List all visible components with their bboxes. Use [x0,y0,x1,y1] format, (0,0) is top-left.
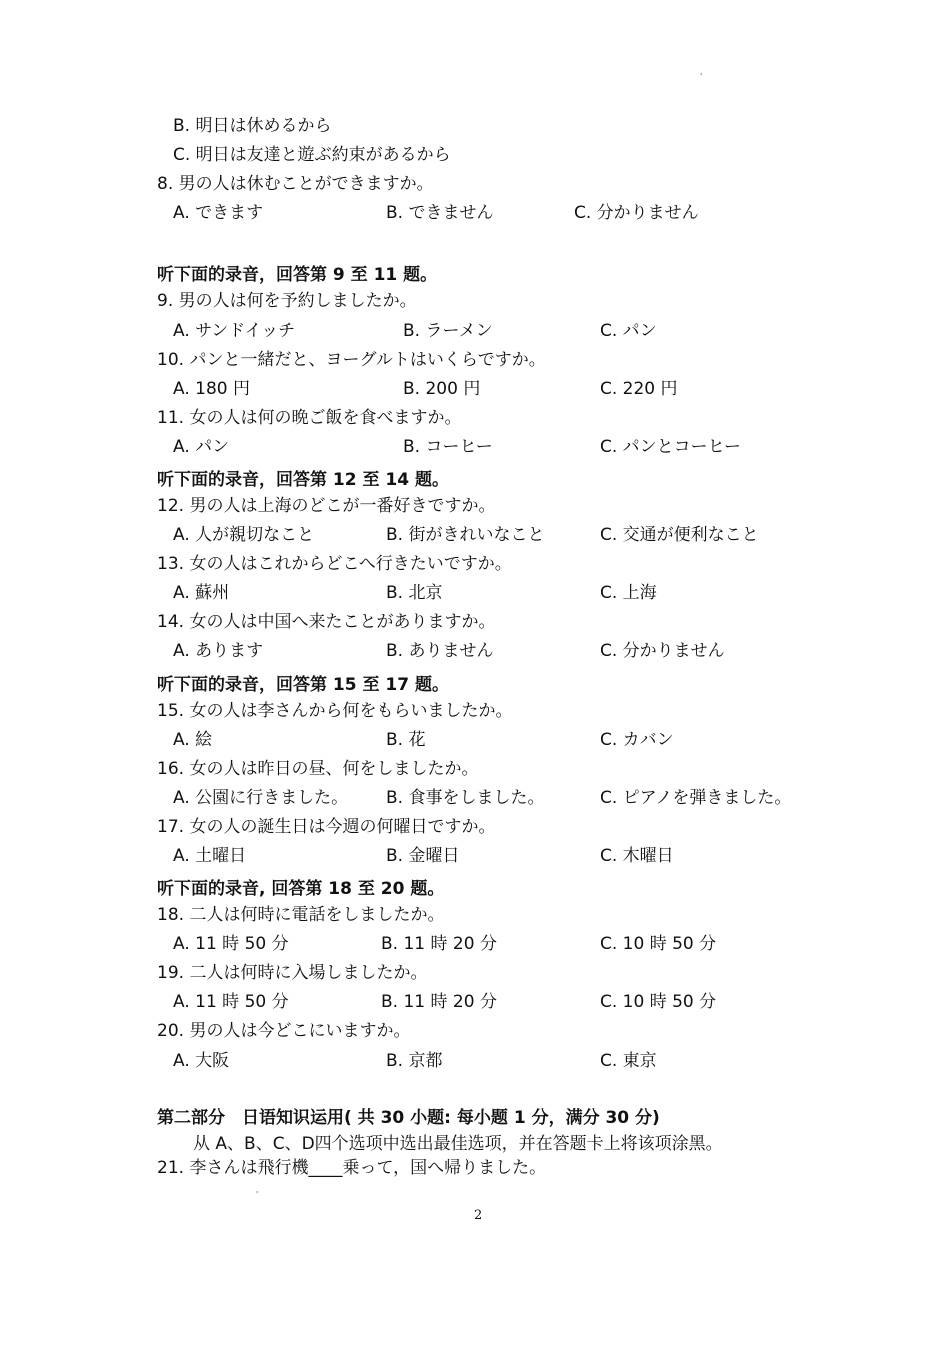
option-15c: C. カバン [600,730,674,750]
question-13: 13. 女の人はこれからどこへ行きたいですか。 [157,554,512,574]
option-11c: C. パンとコーヒー [600,437,741,457]
option-text: C. 明日は友達と遊ぶ約束があるから [173,145,451,165]
option-13b: B. 北京 [386,583,443,603]
instructions: 从 A、B、C、D四个选项中选出最佳选项，并在答题卡上将该项涂黑。 [193,1134,723,1154]
option-13a: A. 蘇州 [173,583,230,603]
option-10c: C. 220 円 [600,379,678,399]
option-8a: A. できます [173,203,264,223]
option-20b: B. 京都 [386,1051,443,1071]
question-10: 10. パンと一緒だと、ヨーグルトはいくらですか。 [157,350,546,370]
option-18b: B. 11 時 20 分 [381,934,497,954]
option-9a: A. サンドイッチ [173,321,296,341]
option-15b: B. 花 [386,730,426,750]
option-20a: A. 大阪 [173,1051,230,1071]
option-9b: B. ラーメン [403,321,493,341]
question-17: 17. 女の人の誕生日は今週の何曜日ですか。 [157,817,496,837]
option-text: B. 明日は休めるから [173,116,332,136]
option-20c: C. 東京 [600,1051,657,1071]
question-20: 20. 男の人は今どこにいますか。 [157,1021,411,1041]
question-21: 21. 李さんは飛行機____乗って，国へ帰りました。 [157,1158,547,1178]
option-14b: B. ありません [386,641,494,661]
question-9: 9. 男の人は何を予約しましたか。 [157,291,417,311]
section-heading: 听下面的录音, 回答第 18 至 20 题。 [157,879,445,899]
section-heading: 听下面的录音，回答第 9 至 11 题。 [157,265,438,285]
question-18: 18. 二人は何時に電話をしましたか。 [157,905,445,925]
option-18a: A. 11 時 50 分 [173,934,289,954]
bottom-mark: ' [256,1190,259,1199]
top-mark: ' [700,72,703,81]
option-19a: A. 11 時 50 分 [173,992,289,1012]
option-15a: A. 絵 [173,730,213,750]
option-13c: C. 上海 [600,583,657,603]
option-12b: B. 街がきれいなこと [386,525,545,545]
page-number: 2 [474,1208,483,1223]
question-8: 8. 男の人は休むことができますか。 [157,174,434,194]
section-heading: 听下面的录音，回答第 12 至 14 题。 [157,470,449,490]
option-11b: B. コーヒー [403,437,493,457]
question-12: 12. 男の人は上海のどこが一番好きですか。 [157,496,496,516]
option-12a: A. 人が親切なこと [173,525,315,545]
question-15: 15. 女の人は李さんから何をもらいましたか。 [157,701,513,721]
option-14a: A. あります [173,641,264,661]
option-19b: B. 11 時 20 分 [381,992,497,1012]
option-9c: C. パン [600,321,657,341]
question-19: 19. 二人は何時に入場しましたか。 [157,963,428,983]
question-14: 14. 女の人は中国へ来たことがありますか。 [157,612,496,632]
option-16b: B. 食事をしました。 [386,788,545,808]
option-10b: B. 200 円 [403,379,481,399]
option-16c: C. ピアノを弾きました。 [600,788,792,808]
option-8b: B. できません [386,203,494,223]
question-11: 11. 女の人は何の晩ご飯を食べますか。 [157,408,462,428]
option-17b: B. 金曜日 [386,846,460,866]
option-17a: A. 土曜日 [173,846,247,866]
option-19c: C. 10 時 50 分 [600,992,717,1012]
option-17c: C. 木曜日 [600,846,674,866]
option-18c: C. 10 時 50 分 [600,934,717,954]
section-heading: 听下面的录音，回答第 15 至 17 题。 [157,675,449,695]
option-8c: C. 分かりません [574,203,699,223]
question-16: 16. 女の人は昨日の昼、何をしましたか。 [157,759,479,779]
option-12c: C. 交通が便利なこと [600,525,759,545]
part-two-heading: 第二部分 日语知识运用( 共 30 小题: 每小题 1 分，满分 30 分) [157,1108,660,1128]
option-10a: A. 180 円 [173,379,250,399]
option-11a: A. パン [173,437,230,457]
option-16a: A. 公園に行きました。 [173,788,349,808]
option-14c: C. 分かりません [600,641,725,661]
